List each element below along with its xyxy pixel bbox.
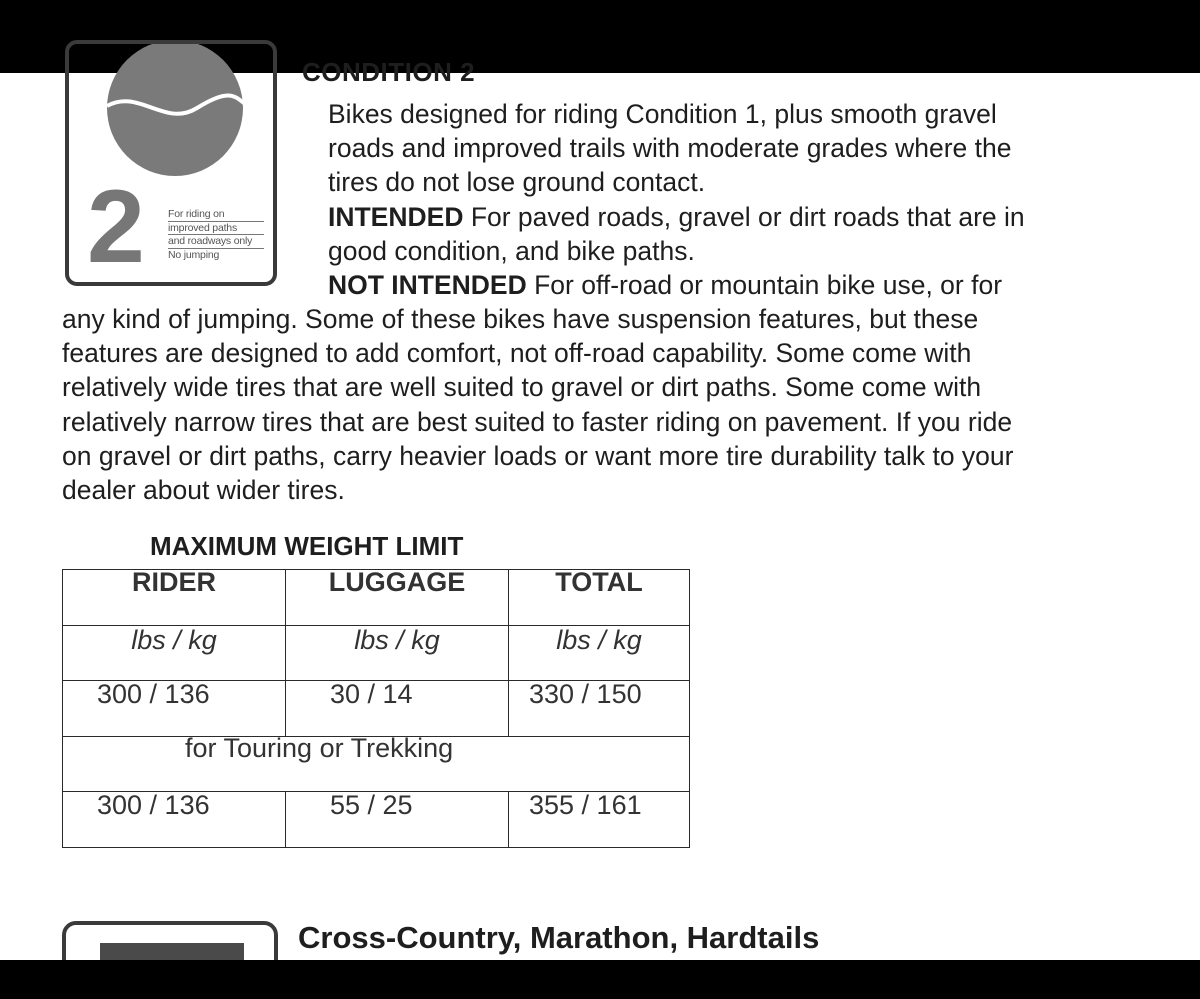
text-line: relatively narrow tires that are best suited to faster riding on pavement. If you ride [62, 406, 1013, 437]
text-line: on gravel or dirt paths, carry heavier loads or want more tire durability talk to your [62, 440, 1014, 471]
table-row [63, 681, 690, 737]
weight-table-title: MAXIMUM WEIGHT LIMIT [150, 531, 464, 561]
touring-label-cell: for Touring or Trekking [63, 736, 690, 792]
value-cell: 355 / 161 [509, 792, 690, 848]
unit-cell: lbs / kg [509, 625, 690, 681]
text-line: good condition, and bike paths. [328, 235, 695, 266]
weight-limit-table [62, 569, 690, 848]
value-cell: 300 / 136 [63, 792, 286, 848]
text-line: Bikes designed for riding Condition 1, plus smooth gravel [328, 99, 997, 129]
header-luggage: LUGGAGE [286, 570, 509, 626]
unit-cell: lbs / kg [286, 625, 509, 681]
icon-caption-line: and roadways only [168, 235, 264, 249]
condition-2-icon [65, 40, 277, 286]
text-line: any kind of jumping. Some of these bikes have suspension features, but these [62, 304, 979, 334]
text-line: tires do not lose ground contact. [328, 167, 706, 198]
icon-caption-line: improved paths [168, 222, 264, 236]
table-row [63, 792, 690, 848]
value-cell: 300 / 136 [63, 681, 286, 737]
icon-caption [168, 208, 274, 261]
text-line: features are designed to add comfort, not off-road capability. Some come with [62, 338, 972, 369]
icon-caption-line: No jumping [168, 248, 220, 261]
next-section-title: Cross-Country, Marathon, Hardtails [298, 920, 820, 955]
value-cell: 55 / 25 [286, 792, 509, 848]
condition-title: CONDITION 2 [302, 57, 476, 87]
condition-description-full [62, 302, 1013, 507]
header-total: TOTAL [509, 570, 690, 626]
header-rider: RIDER [63, 570, 286, 626]
bottom-black-bar [0, 960, 1200, 999]
table-row [63, 625, 690, 681]
value-cell: 330 / 150 [509, 681, 690, 737]
text-line: relatively wide tires that are well suited to gravel or dirt paths. Some come with [62, 372, 982, 403]
condition-number: 2 [87, 169, 145, 282]
table-header-row [63, 570, 690, 626]
icon-caption-line: For riding on [168, 208, 264, 222]
condition-description-indented [328, 97, 1025, 302]
text-line: roads and improved trails with moderate grades where the [328, 133, 1012, 164]
text-line: dealer about wider tires. [62, 475, 345, 506]
not-intended-line: NOT INTENDED For off-road or mountain bike use, or for [328, 270, 1003, 301]
unit-cell: lbs / kg [63, 625, 286, 681]
intended-line: INTENDED For paved roads, gravel or dirt roads that are in [328, 201, 1025, 232]
table-row [63, 736, 690, 792]
value-cell: 30 / 14 [286, 681, 509, 737]
